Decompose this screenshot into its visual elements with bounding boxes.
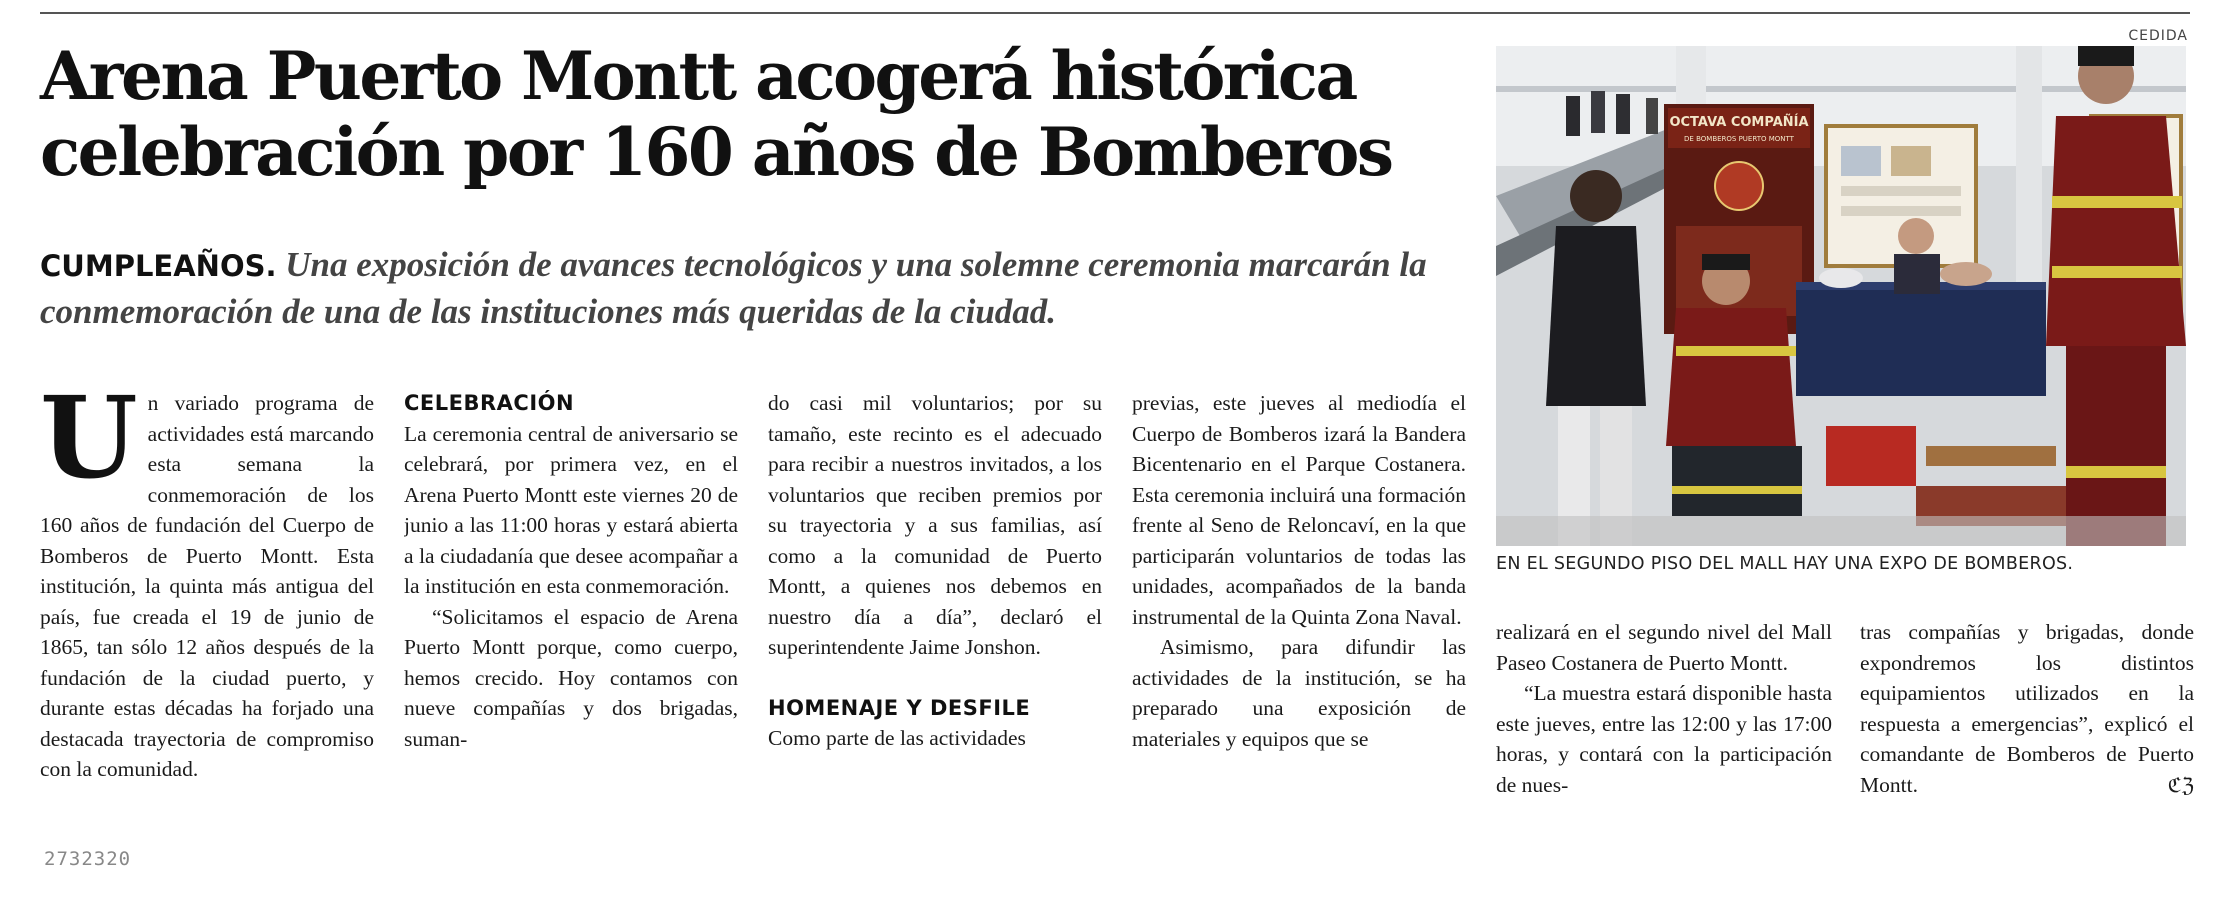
column-6 [1860, 617, 2194, 863]
column-3 [768, 388, 1102, 863]
top-rule [40, 12, 2190, 14]
kicker: CUMPLEAÑOS. [40, 249, 277, 283]
subhead-homenaje: HOMENAJE Y DESFILE [768, 695, 1031, 720]
column-1 [40, 388, 374, 863]
deck [40, 242, 1470, 335]
photo-caption: EN EL SEGUNDO PISO DEL MALL HAY UNA EXPO DE BOMBEROS. [1496, 554, 2074, 574]
column-5 [1496, 617, 1832, 863]
headline: Arena Puerto Montt acogerá histórica celebración por 160 años de Bomberos [40, 37, 1392, 191]
subhead-celebracion: CELEBRACIÓN [404, 391, 575, 415]
deck-text: Una exposición de avances tecnológicos y una solemne ceremonia marcarán la conmemoración de una de las instituciones más queridas de la ciudad. [40, 245, 1427, 331]
drop-cap: U [40, 388, 138, 504]
paragraph-quote-end: do casi mil voluntarios; por su tamaño, este recinto es el adecuado para recibir a nuestros invitados, a los voluntarios que reciben premios por su trayectoria y a sus familias, así como a la comunidad de Puerto Montt, a quienes nos debemos en nuestro día a día”, declaró el superintendente Jaime Jonshon. [768, 391, 1102, 659]
paragraph-muestra-end [1860, 617, 2194, 800]
article-photo [1496, 46, 2186, 546]
paragraph-exposicion-start: Asimismo, para difundir las actividades de la institución, se ha preparado una exposición de materiales y equipos que se [1132, 635, 1466, 751]
column-4 [1132, 388, 1466, 863]
column-2 [404, 388, 738, 863]
paragraph-actividades-end: previas, este jueves al mediodía el Cuerpo de Bomberos izará la Bandera Bicentenario en el Parque Costanera. Esta ceremonia incluirá una formación frente al Seno de Reloncaví, en la que participarán voluntarios de todas las unidades, acompañados de la banda instrumental de la Quinta Zona Naval. [1132, 391, 1466, 629]
end-mark: ℭℨ [2167, 772, 2194, 797]
paragraph-ceremonia: La ceremonia central de aniversario se celebrará, por primera vez, en el Arena Puerto Montt este viernes 20 de junio a las 11:00 horas y estará abierta a la ciudadanía que desee acompañar a la institución en esta conmemoración. [404, 421, 738, 598]
intro-paragraph: n variado programa de actividades está marcando esta semana la conmemoración de los 160 años de fundación del Cuerpo de Bomberos de Puerto Montt. Esta institución, la quinta más antigua del país, fue creada el 19 de junio de 1865, tan sólo 12 años después de la fundación de la ciudad puerto, y durante estas décadas ha forjado una destacada trayectoria de compromiso con la comunidad. [40, 391, 374, 781]
clip-id: 2732320 [44, 848, 132, 870]
paragraph-actividades-start: Como parte de las actividades [768, 726, 1026, 750]
photo-banner-text: OCTAVA COMPAÑÍA [1669, 115, 1809, 130]
paragraph-muestra-start: “La muestra estará disponible hasta este jueves, entre las 12:00 y las 17:00 horas, y contará con la participación de nues- [1496, 681, 1832, 797]
paragraph-muestra-end-text: tras compañías y brigadas, donde expondremos los distintos equipamientos utilizados en la respuesta a emergencias”, explicó el comandante de Bomberos de Puerto Montt. [1860, 620, 2194, 797]
photo-banner-subtext: DE BOMBEROS PUERTO MONTT [1684, 135, 1794, 143]
photo-credit: CEDIDA [2128, 28, 2188, 44]
paragraph-exposicion-end: realizará en el segundo nivel del Mall Paseo Costanera de Puerto Montt. [1496, 620, 1832, 675]
paragraph-quote-start: “Solicitamos el espacio de Arena Puerto Montt porque, como cuerpo, hemos crecido. Hoy contamos con nueve compañías y dos brigadas, suman- [404, 604, 738, 751]
